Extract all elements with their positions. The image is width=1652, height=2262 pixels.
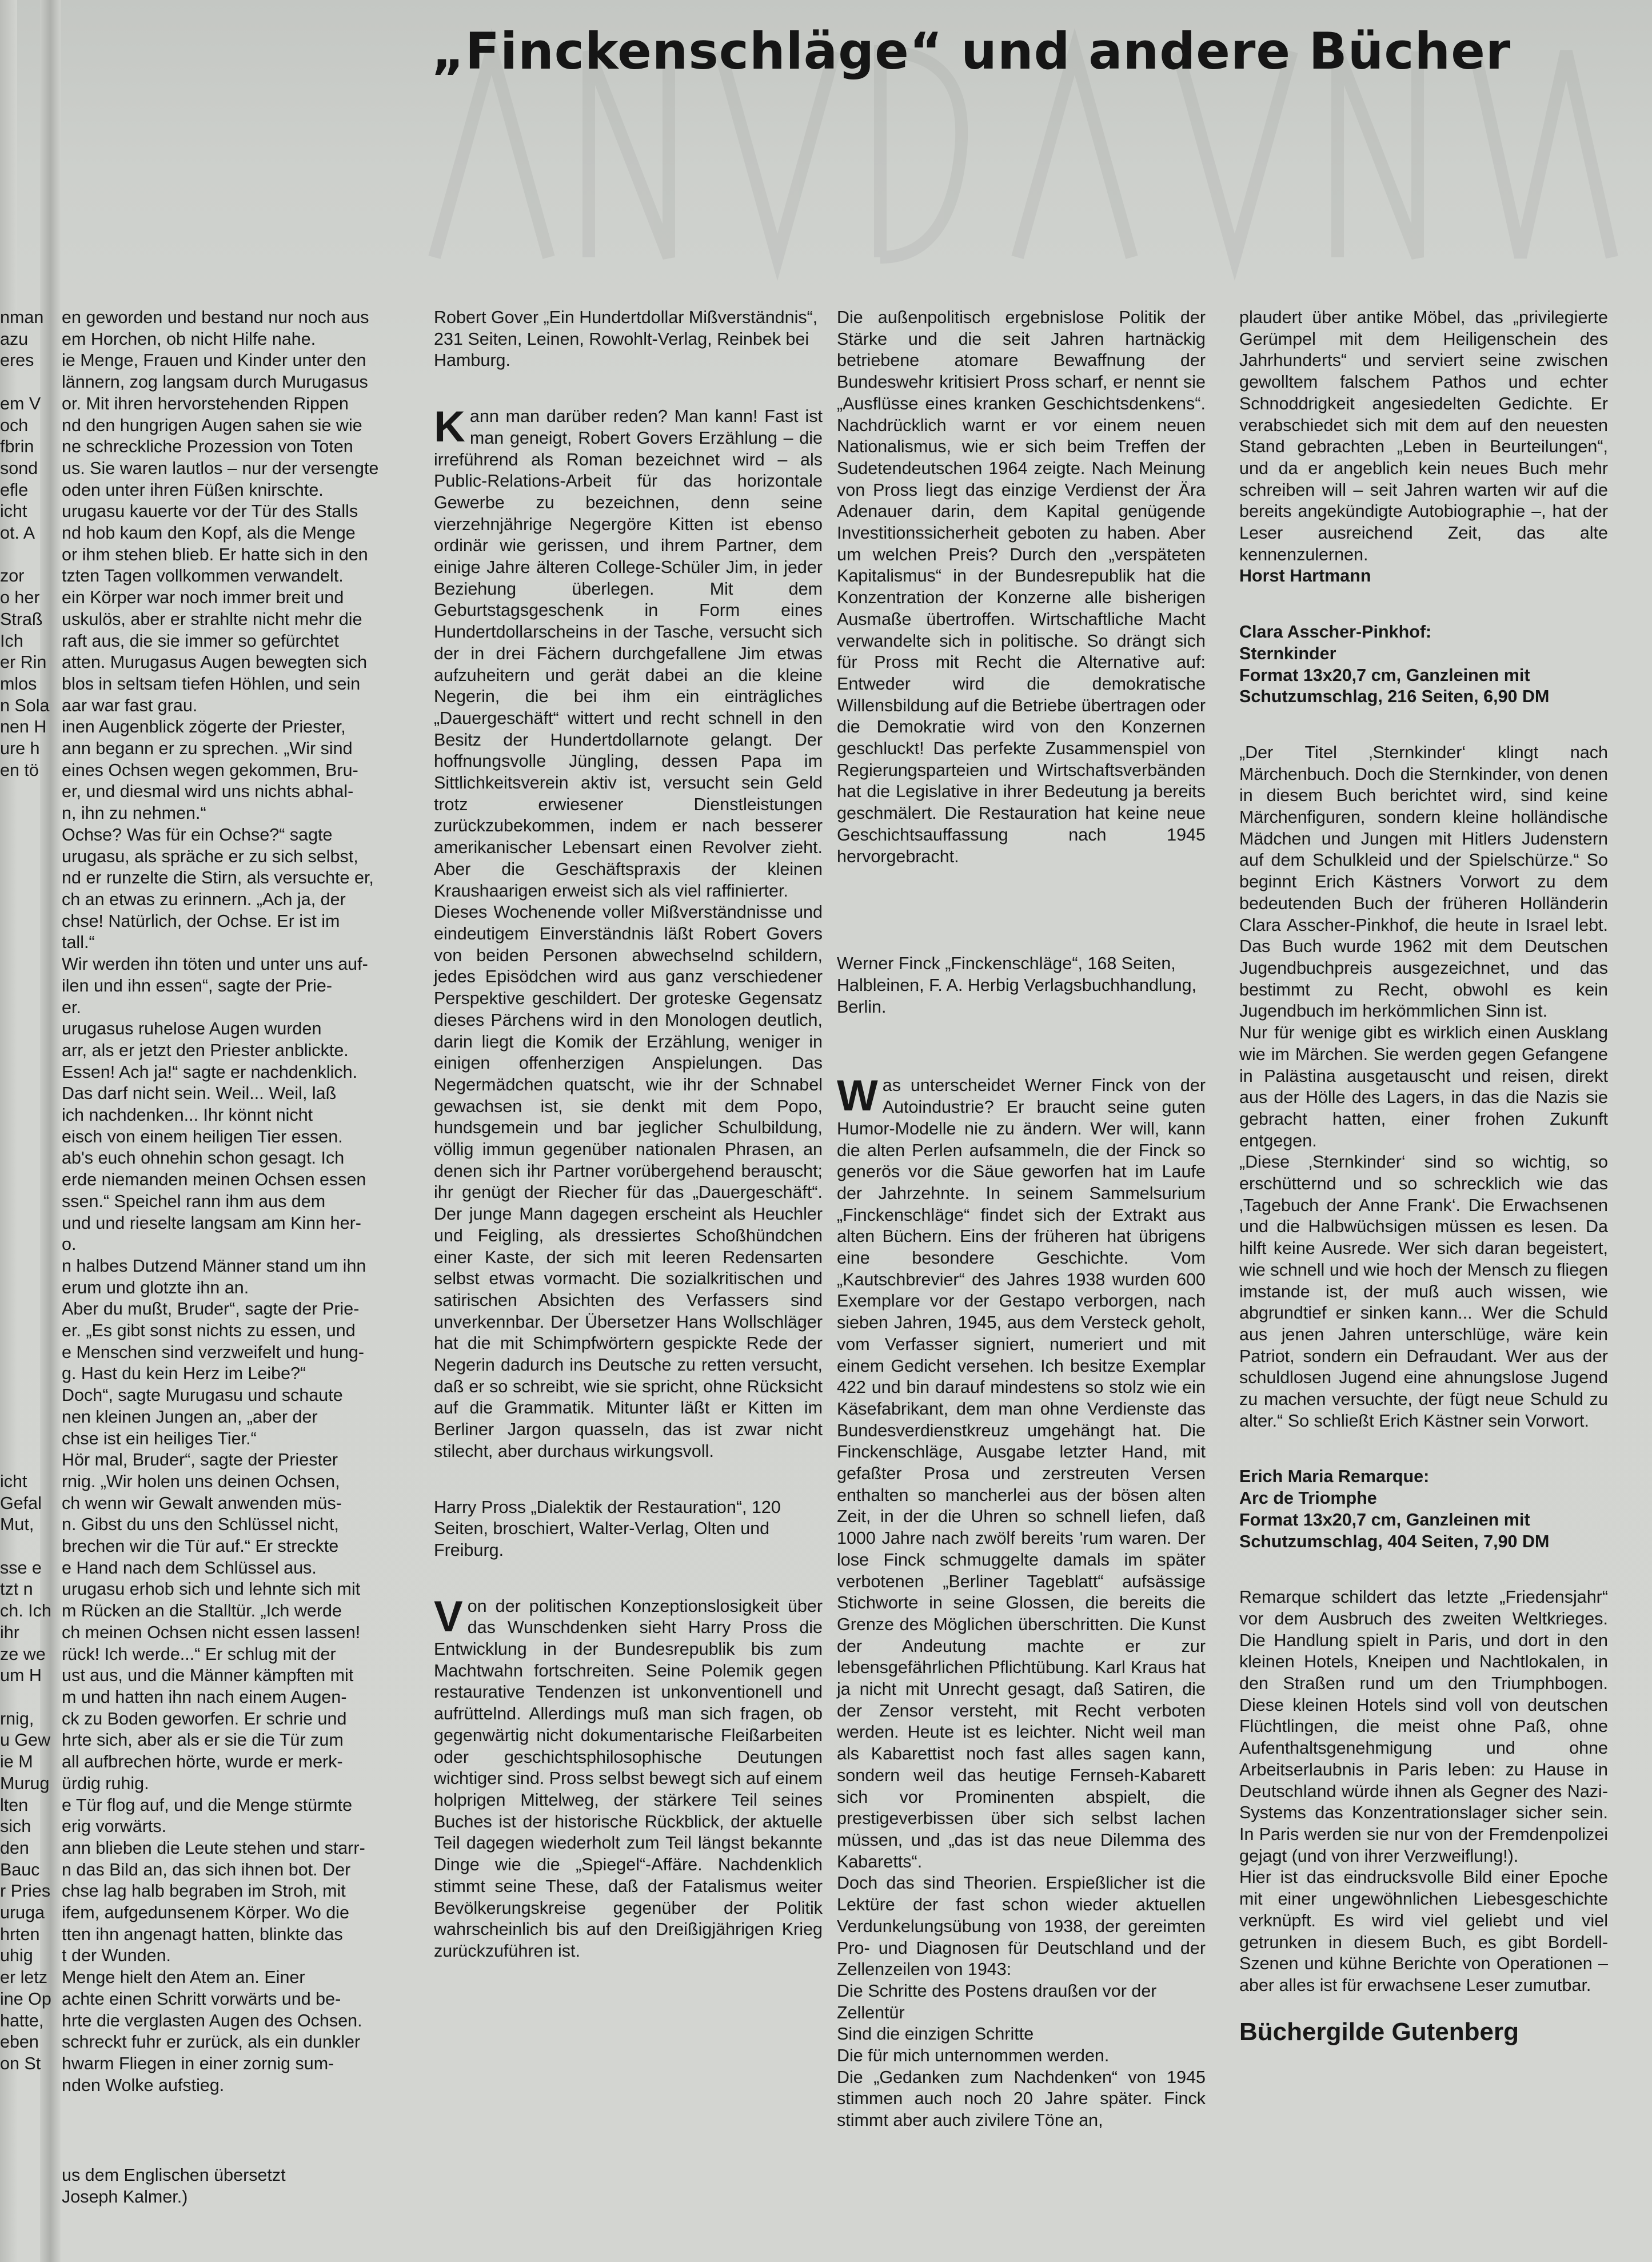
verse-line-1: Die Schritte des Postens draußen vor der Zellentür [837,1981,1157,2022]
review-finck-paragraph-4: plaudert über antike Möbel, das „privilegierte Gerümpel mit dem Heiligenschein des Jahrhunderts“ und serviert seine zwischen gewolltem falschem Pathos und echter Schnoddrigkeit angesiedelten Gedichte. Er verabschiedet sich mit dem auf den neuesten Stand gebrachten „Leben in Beurteilungen“, und da er angeblich kein neues Buch mehr schreiben will – seit Jahren warten wir auf die bereits angekündigte Autobiographie –, hat der Leser ausreichend Zeit, das alte kennenzulernen. [1239,308,1608,564]
strip-line [0,825,46,846]
review-column-3 [1239,307,1608,2251]
story-line: o. [62,1234,77,1255]
story-line: eisch von einem heiligen Tier essen. [62,1126,343,1146]
strip-line: Murug [0,1773,50,1793]
story-line: raft aus, die sie immer so gefürchtet [62,631,339,651]
previous-page-strip [0,307,51,2075]
strip-line: hatte, [0,2010,44,2030]
strip-line [0,1687,46,1709]
strip-line: eben [0,2032,39,2052]
story-line: ürdig ruhig. [62,1773,149,1793]
story-line: hwarm Fliegen in einer zornig sum- [62,2053,334,2073]
strip-line [0,781,46,803]
story-line: ie Menge, Frauen und Kinder unter den [62,351,366,371]
strip-line [0,1213,46,1234]
strip-line: o her [0,588,40,608]
strip-line [0,544,46,566]
story-line: t der Wunden. [62,1946,171,1966]
story-line: or ihm stehen blieb. Er hatte sich in den [62,544,368,564]
review-pross-paragraph-2: Die außenpolitisch ergebnislose Politik der Stärke und die seit Jahren hartnäckig betriebene atomare Bewaffnung der Bundeswehr kritisiert Pross scharf, er nennt sie „Ausflüsse eines kranken Geschichtsdenkens“. Nachdrücklich warnt er vor einem neuen Nationalismus, wie er sich beim Treffen der Sudetendeutschen 1964 zeigte. Nach Meinung von Pross liegt das einzige Verdienst der Ära Adenauer darin, dem Kapital genügende Investitionssicherheit geboten zu haben. Aber um welchen Preis? Durch den „verspäteten Kapitalismus“ in der Bundesrepublik hat die Konzentration der Konzerne alle bisherigen Ausmaße übertroffen. Wirtschaftliche Macht verwandelte sich in politische. So drängt sich für Pross mit Recht die Alternative auf: Entweder wird die demokratische Willensbildung auf die Betriebe übertragen oder die Demokratie wird von den Konzernen geschluckt! Das perfekte Zusammenspiel von Regierungsparteien und Wirtschaftsverbänden hat die Legislative in ihrer Bedeutung ja bereits geschmälert. Die Restauration hat keine neue Geschichtsauffassung nach 1945 hervorgebracht. [837,308,1206,866]
story-line: ilen und ihn essen“, sagte der Prie- [62,975,333,995]
strip-line [0,1062,46,1084]
strip-line [0,1277,46,1299]
strip-line: n Sola [0,695,50,715]
story-line: ch wenn wir Gewalt anwenden müs- [62,1493,342,1513]
story-line: m Rücken an die Stalltür. „Ich werde [62,1601,342,1621]
story-line: und und rieselte langsam am Kinn her- [62,1213,361,1233]
story-line: e Hand nach dem Schlüssel aus. [62,1558,317,1578]
story-line: erde niemanden meinen Ochsen essen [62,1170,366,1190]
story-line: nen kleinen Jungen an, „aber der [62,1407,318,1427]
story-line: Menge hielt den Atem an. Einer [62,1968,305,1988]
story-line: Wir werden ihn töten und unter uns auf- [62,954,368,974]
strip-line [0,1105,46,1126]
story-line: all aufbrechen hörte, wurde er merk- [62,1752,343,1772]
story-line: Doch“, sagte Murugasu und schaute [62,1385,343,1405]
strip-line: nen H [0,717,47,737]
translator-note: us dem Englischen übersetzt [62,2165,286,2185]
strip-line: er letz [0,1968,48,1988]
strip-line: Ich [0,631,23,651]
strip-line: Mut, [0,1515,34,1535]
story-line: em Horchen, ob nicht Hilfe nahe. [62,329,316,349]
strip-line [0,1363,46,1385]
review-pross-paragraph-1: Von der politischen Konzeptionslosigkeit über das Wunschdenken sieht Harry Pross die Entwicklung in der Bundesrepublik bis zum Machtwahn fortschreiten. Seine Polemik gegen restaurative Tendenzen ist unkonventionell und aufrüttelnd. Allerdings muß man sich fragen, ob gegenwärtig nicht dokumentarische Fleißarbeiten oder geschichtsphilosophische Deutungen wichtiger sind. Pross selbst bewegt sich auf einem holprigen Mittelweg, der stärkere Teil seines Buches ist der historische Rückblick, der aktuelle Teil dagegen wiederholt zum Teil längst bekannte Dinge wie die „Spiegel“-Affäre. Nachdenklich stimmt seine These, daß der Fatalismus weiter Bevölkerungskreise gegenüber der Politik wahrscheinlich bis auf den Dreißigjährigen Krieg zurückzuführen ist. [434,1592,823,1961]
story-line: Essen! Ach ja!“ sagte er nachdenklich. [62,1062,358,1082]
strip-line [0,1407,46,1428]
story-line: n halbes Dutzend Männer stand um ihn [62,1256,366,1276]
story-line: nd hob kaum den Kopf, als die Menge [62,523,356,543]
strip-line: em V [0,393,41,413]
strip-line: um H [0,1666,42,1686]
book-reference-gover: Robert Gover „Ein Hundertdollar Mißverständnis“, 231 Seiten, Leinen, Rowohlt-Verlag, Reinbek bei Hamburg. [434,308,818,371]
strip-line [0,1126,46,1148]
strip-line [0,1234,46,1256]
strip-line: och [0,415,29,435]
story-line: brechen wir die Tür auf.“ Er streckte [62,1536,339,1556]
strip-line [0,1342,46,1364]
strip-line: eres [0,351,34,371]
strip-line: icht [0,501,27,521]
strip-line: en tö [0,760,39,780]
review-gover-paragraph-1: Kann man darüber reden? Man kann! Fast ist man geneigt, Robert Govers Erzählung – die irreführend als Roman bezeichnet wird – als Public-Relations-Arbeit für das horizontale Gewerbe zu bezeichnen, denn seine vierzehnjährige Negergöre Kitten ist ebenso ordinär wie gerissen, und ihrem Partner, dem einige Jahre älteren College-Schüler Jim, in jeder Beziehung überlegen. Mit dem Geburtstagsgeschenk in Form eines Hundertdollarscheins in der Tasche, versucht sich der in drei Fächern durchgefallene Jim etwas aufzuheitern und gerät dabei an die kleine Negerin, die bei ihm ein einträgliches „Dauergeschäft“ wittert und recht schnell in den Besitz der Hundertdollarnote gelangt. Der hoffnungsvolle Jüngling, dessen Papa im Sittlichkeitsverein aktiv ist, versucht sein Geld trotz erwiesener Dienstleistungen zurückzubekommen, indem er nach besserer amerikanischer Lebensart einen Revolver zieht. Aber die Geschäftspraxis der kleinen Kraushaarigen erweist sich als viel raffinierter. [434,403,823,901]
book-reference-finck: Werner Finck „Finckenschläge“, 168 Seiten, Halbleinen, F. A. Herbig Verlagsbuchhandlung, Berlin. [837,954,1197,1017]
strip-line: ure h [0,739,40,759]
strip-line [0,1018,46,1040]
page-headline: „Finckenschläge“ und andere Bücher [432,22,1511,81]
story-line: urugasus ruhelose Augen wurden [62,1019,322,1039]
strip-line: sich [0,1817,31,1837]
story-line: ifem, aufgedunsenem Körper. Wo die [62,1903,349,1923]
strip-line: ch. Ich [0,1601,51,1621]
story-line: urugasu, als spräche er zu sich selbst, [62,846,358,866]
strip-line: zor [0,566,25,586]
strip-line [0,846,46,868]
strip-line: ie M [0,1752,33,1772]
story-line: hrte sich, aber als er sie die Tür zum [62,1730,344,1750]
story-line: n das Bild an, das sich ihnen bot. Der [62,1859,351,1879]
strip-line [0,867,46,889]
book-format-sternkinder: Format 13x20,7 cm, Ganzleinen mit Schutzumschlag, 216 Seiten, 6,90 DM [1239,665,1550,707]
book-format-arc-de-triomphe: Format 13x20,7 cm, Ganzleinen mit Schutzumschlag, 404 Seiten, 7,90 DM [1239,1510,1550,1551]
strip-line: den [0,1838,29,1858]
story-line: er. [62,997,81,1017]
story-line: ck zu Boden geworfen. Er schrie und [62,1709,347,1729]
book-title-author-remarque: Erich Maria Remarque: [1239,1467,1430,1487]
strip-line: efle [0,480,29,500]
story-line: rnig. „Wir holen uns deinen Ochsen, [62,1471,340,1491]
strip-line [0,1428,46,1450]
strip-line [0,1320,46,1342]
story-line: uskulös, aber er strahlte nicht mehr die [62,609,362,629]
translator-note: Joseph Kalmer.) [62,2187,188,2207]
story-line: or. Mit ihren hervorstehenden Rippen [62,393,349,413]
story-line: ann begann er zu sprechen. „Wir sind [62,739,353,759]
story-line: blos in seltsam tiefen Höhlen, und sein [62,674,361,694]
story-line: en geworden und bestand nur noch aus [62,308,369,327]
book-reference-pross: Harry Pross „Dialektik der Restauration“, 120 Seiten, broschiert, Walter-Verlag, Olten und Freiburg. [434,1497,781,1560]
story-line: lännern, zog langsam durch Murugasus [62,372,368,392]
story-line: inen Augenblick zögerte der Priester, [62,717,346,737]
story-text [62,307,396,2208]
review-sternkinder-paragraph-2: Nur für wenige gibt es wirklich einen Ausklang wie im Märchen. Sie werden gegen Gefangene in Palästina ausgetauscht und reisen, direkt aus der Hölle des Lagers, in das die Nazis sie gebracht hatten, einer frohen Zukunft entgegen. [1239,1023,1608,1150]
review-finck-paragraph-3: Die „Gedanken zum Nachdenken“ von 1945 stimmen auch noch 20 Jahre später. Finck stimmt aber auch zivilere Töne an, [837,2067,1206,2130]
review-remarque-paragraph-1: Remarque schildert das letzte „Friedensjahr“ vor dem Ausbruch des zweiten Weltkrieges. Die Handlung spielt in Paris, und dort in den kleinen Hotels, Kneipen und Nachtlokalen, in den Straßen rund um den Triumphbogen. Diese kleinen Hotels sind voll von deutschen Flüchtlingen, die meist ohne Paß, ohne Aufenthaltsgenehmigung und ohne Arbeitserlaubnis in Paris leben: zu Hause in Deutschland würde ihnen als Gegner des Nazi-Systems das Konzentrationslager sicher sein. In Paris werden sie nur von der Fremdenpolizei gejagt (und von ihrer Verzweiflung!). [1239,1587,1608,1866]
story-line: tzten Tagen vollkommen verwandelt. [62,566,344,586]
publisher-signature: Büchergilde Gutenberg [1239,2017,1519,2046]
story-line: nden Wolke aufstieg. [62,2075,225,2095]
story-line: oden unter ihren Füßen knirschte. [62,480,324,500]
strip-line: sse e [0,1558,42,1578]
strip-line [0,1148,46,1169]
strip-line: rnig, [0,1709,34,1729]
review-finck-paragraph-2: Doch das sind Theorien. Erspießlicher ist die Lektüre der fast schon wieder aktuellen Verdunkelungsübung von 1938, der gereimten Pro- und Diagnosen für Deutschland und der Zellenzeilen von 1943: [837,1873,1206,1980]
story-line: e Tür flog auf, und die Menge stürmte [62,1795,353,1815]
strip-line: uruga [0,1903,45,1923]
story-line: chse lag halb begraben im Stroh, mit [62,1881,346,1901]
review-finck-paragraph-1: Was unterscheidet Werner Finck von der Autoindustrie? Er braucht seine guten Humor-Modelle nie zu ändern. Wer will, kann die alten Perlen aufsammeln, die der Finck so generös vor die Säue geworfen hat im Laufe der Jahrzehnte. In seinem Sammelsurium „Finckenschläge“ findet sich der Extrakt aus alten Büchern. Eins der früheren hat übrigens eine besondere Geschichte. Vom „Kautschbrevier“ des Jahres 1938 wurden 600 Exemplare vor der Gestapo verborgen, nach sieben Jahren, 1945, aus dem Versteck geholt, vom Verfasser signiert, numeriert und mit einem Gedicht versehen. Ich besitze Exemplar 422 und bin darauf mindestens so stolz wie ein Käsefabrikant, dem man ohne Verdienste das Bundesverdienstkreuz umgehängt hat. Die Finckenschläge, Ausgabe letzter Hand, mit gefaßter Prosa und zerstreuten Versen enthalten so mancherlei aus der bösen alten Zeit, in der die Uhren so schnell liefen, daß 1000 Jahre nach zwölf bereits 'rum waren. Der lose Finck schmuggelte damals im später verbotenen „Berliner Tageblatt“ aufsässige Stichworte in seine Glossen, die bereits die Grenze des Möglichen überschritten. Die Kunst der Andeutung machte er zur lebensgefährlichen Pflichtübung. Karl Kraus hat ja nicht mit Unrecht gesagt, daß Satiren, die der Zensor versteht, mit Recht verboten werden. Heute ist es leichter. Nicht weil man als Kabarettist noch fast alles sagen kann, sondern weil das heutige Fernseh-Kabarett sich vor Prominenten abspielt, die prestigeverbissen über sich selbst lachen müssen, und „das ist das neue Dilemma des Kabaretts“. [837,1072,1206,1871]
book-title-author-sternkinder: Clara Asscher-Pinkhof: [1239,622,1432,642]
strip-line [0,1191,46,1213]
story-line: ann blieben die Leute stehen und starr- [62,1838,365,1858]
strip-line: ot. A [0,523,35,543]
strip-line: Straß [0,609,43,629]
strip-line [0,889,46,911]
strip-line [0,1385,46,1407]
strip-line [0,1169,46,1191]
strip-line: ihr [0,1622,19,1642]
story-line: hrte die verglasten Augen des Ochsen. [62,2010,362,2030]
story-line: ust aus, und die Männer kämpften mit [62,1666,354,1686]
review-gover-paragraph-2: Dieses Wochenende voller Mißverständnisse und eindeutigem Einverständnis läßt Robert Govers von beiden Personen abwechselnd schildern, jedes Episödchen wird aus ganz verschiedener Perspektive geschildert. Der groteske Gegensatz dieses Pärchens wird in den Monologen deutlich, darin liegt die Komik der Erzählung, weniger in einigen offenherzigen Anspielungen. Das Negermädchen quatscht, wie ihr der Schnabel gewachsen ist, sie denkt mit dem Popo, hundsgemein und bar jeglicher Schulbildung, völlig immun gegenüber nationalen Phrasen, an denen sich ihr Partner vorübergehend berauscht; ihr genügt der Riecher für das „Dauergeschäft“. Der junge Mann dagegen erscheint als Heuchler und Feigling, als dressiertes Schoßhündchen einer Kaste, der sich mit leeren Redensarten selbst etwas vormacht. Die sozialkritischen und satirischen Absichten des Verfassers sind unverkennbar. Der Übersetzer Hans Wollschläger hat die mit Schimpfwörtern gespickte Rede der Negerin dadurch ins Deutsche zu retten versucht, daß er so schreibt, wie sie spricht, ohne Rücksicht auf die Grammatik. Mitunter läßt er Kitten im Berliner Jargon quasseln, das ist zwar nicht stilecht, aber durchaus wirkungsvoll. [434,902,823,1461]
strip-line: Gefal [0,1493,42,1513]
story-line: er, und diesmal wird uns nichts abhal- [62,782,354,802]
story-line: Ochse? Was für ein Ochse?“ sagte [62,825,333,845]
strip-line: hrten [0,1924,40,1944]
strip-line: r Pries [0,1881,51,1901]
story-line: urugasu erhob sich und lehnte sich mit [62,1579,361,1599]
story-line: nd den hungrigen Augen sahen sie wie [62,415,362,435]
strip-line: fbrin [0,437,34,457]
story-line: erum und glotzte ihn an. [62,1277,249,1297]
story-line: Das darf nicht sein. Weil... Weil, laß [62,1084,337,1104]
story-line: chse ist ein heiliges Tier.“ [62,1428,257,1448]
strip-line [0,1299,46,1320]
story-line: chse! Natürlich, der Ochse. Er ist im [62,911,340,931]
strip-line [0,1449,46,1471]
strip-line: ze we [0,1644,46,1664]
strip-line [0,372,46,393]
story-line: n. Gibst du uns den Schlüssel nicht, [62,1515,339,1535]
strip-line: er Rin [0,652,47,672]
story-line: ein Körper war noch immer breit und [62,588,344,608]
review-column-1 [434,307,823,2251]
story-line: er. „Es gibt sonst nichts zu essen, und [62,1321,356,1341]
review-author: Horst Hartmann [1239,566,1371,586]
story-line: aar war fast grau. [62,695,198,715]
story-line: atten. Murugasus Augen bewegten sich [62,652,368,672]
strip-line: lten [0,1795,29,1815]
verse-line-2: Sind die einzigen Schritte [837,2024,1034,2044]
story-line: urugasu kauerte vor der Tür des Stalls [62,501,358,521]
strip-line [0,975,46,997]
strip-line [0,932,46,954]
strip-line [0,997,46,1019]
story-column [0,307,394,2251]
story-line: erig vorwärts. [62,1817,167,1837]
strip-line: mlos [0,674,37,694]
story-line: tall.“ [62,933,95,953]
strip-line: on St [0,2053,41,2073]
story-line: Aber du mußt, Bruder“, sagte der Prie- [62,1299,360,1319]
strip-line [0,1040,46,1062]
story-line: Hör mal, Bruder“, sagte der Priester [62,1450,338,1470]
story-line: m und hatten ihn nach einem Augen- [62,1687,347,1707]
strip-line [0,1083,46,1105]
story-line: achte einen Schritt vorwärts und be- [62,1989,341,2009]
story-line: ne schreckliche Prozession von Toten [62,437,353,457]
review-remarque-paragraph-2: Hier ist das eindrucksvolle Bild einer Epoche mit einer ungewöhnlichen Liebesgeschichte verknüpft. Es wird viel geliebt und viel getrunken in diesem Buch, es gibt Bordell-Szenen und kühne Berichte von Operationen – aber alles ist für erwachsene Leser zumutbar. [1239,1867,1608,1995]
story-line: rück! Ich werde...“ Er schlug mit der [62,1644,336,1664]
story-line: arr, als er jetzt den Priester anblickte. [62,1040,349,1060]
strip-line: sond [0,458,38,478]
story-line: ch an etwas zu erinnern. „Ach ja, der [62,889,346,909]
verse-line-3: Die für mich unternommen werden. [837,2046,1110,2066]
strip-line: icht [0,1471,27,1491]
strip-line [0,954,46,975]
strip-line: Bauc [0,1859,40,1879]
story-line: nd er runzelte die Stirn, als versuchte er, [62,868,374,888]
story-line: schreckt fuhr er zurück, als ein dunkler [62,2032,361,2052]
strip-line: nman [0,308,44,327]
story-line: ich nachdenken... Ihr könnt nicht [62,1105,313,1125]
story-line: ch meinen Ochsen nicht essen lassen! [62,1622,361,1642]
review-sternkinder-paragraph-3: „Diese ‚Sternkinder‘ sind so wichtig, so erschütternd und so schrecklich wie das ‚Tagebuch der Anne Frank‘. Die Erwachsenen und die Halbwüchsigen müssen es lesen. Da hilft keine Ausrede. Wer sich daran begeistert, wie schnell und wie hoch der Mensch zu fliegen imstande ist, der muß auch wissen, wie abgrundtief er sinken kann... Wer die Schuld aus jenen Jahren unterschlüge, wäre kein Patriot, sondern ein Defraudant. Wer aus der schuldlosen Jugend eine ahnungslose Jugend zu machen versuchte, der fügt neue Schuld zu alter.“ So schließt Erich Kästner sein Vorwort. [1239,1152,1608,1431]
story-line: e Menschen sind verzweifelt und hung- [62,1342,364,1362]
review-sternkinder-paragraph-1: „Der Titel ‚Sternkinder‘ klingt nach Märchenbuch. Doch die Sternkinder, von denen in diesem Buch berichtet wird, sind keine Märchenfiguren, sondern kleine holländische Mädchen und Jungen mit Hitlers Judenstern auf dem Schulkleid und der Spielschürze.“ So beginnt Erich Kästners Vorwort zu dem bedeutenden Buch der früheren Holländerin Clara Asscher-Pinkhof, die heute in Israel lebt. Das Buch wurde 1962 mit dem Deutschen Jugendbuchpreis ausgezeichnet, und das bestimmt zu Recht, obwohl es kein Jugendbuch im herkömmlichen Sinn ist. [1239,742,1608,1021]
story-line: g. Hast du kein Herz im Leibe?“ [62,1364,306,1384]
strip-line [0,1536,46,1558]
strip-line [0,803,46,825]
story-line: us. Sie waren lautlos – nur der versengte [62,458,379,478]
strip-line [0,1256,46,1277]
strip-line [0,911,46,933]
book-title-sternkinder: Sternkinder [1239,643,1336,663]
story-line: ab's euch ohnehin schon gesagt. Ich [62,1148,345,1168]
strip-line: uhig [0,1946,33,1966]
strip-line: ine Op [0,1989,51,2009]
strip-line: tzt n [0,1579,33,1599]
book-title-arc-de-triomphe: Arc de Triomphe [1239,1488,1377,1508]
review-column-2 [837,307,1206,2251]
strip-line: u Gew [0,1730,51,1750]
story-line: eines Ochsen wegen gekommen, Bru- [62,760,358,780]
story-line: n, ihn zu nehmen.“ [62,803,206,823]
story-line: ssen.“ Speichel rann ihm aus dem [62,1191,326,1211]
story-line: tten ihn angenagt hatten, blinkte das [62,1924,343,1944]
strip-line: azu [0,329,29,349]
